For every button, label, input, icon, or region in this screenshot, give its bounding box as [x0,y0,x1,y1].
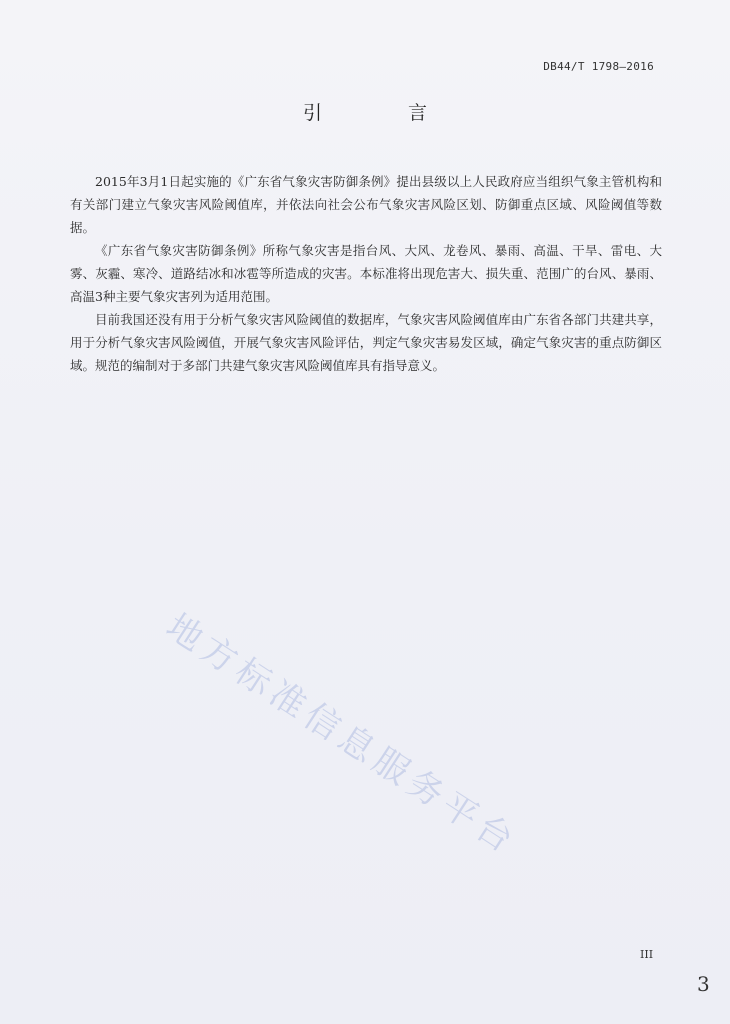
paragraph-2: 《广东省气象灾害防御条例》所称气象灾害是指台风、大风、龙卷风、暴雨、高温、干旱、雷电、大雾、灰霾、寒冷、道路结冰和冰雹等所造成的灾害。本标准将出现危害大、损失重、范围广的台风、暴雨、高温3种主要气象灾害列为适用范围。 [70,243,662,304]
body-text [70,170,662,377]
roman-page-number: III [640,948,654,961]
watermark: 地方标准信息服务平台 [158,606,525,864]
page-number: 3 [697,972,710,996]
paragraph-3: 目前我国还没有用于分析气象灾害风险阈值的数据库，气象灾害风险阈值库由广东省各部门共建共享，用于分析气象灾害风险阈值，开展气象灾害风险评估，判定气象灾害易发区域，确定气象灾害的重点防御区域。规范的编制对于多部门共建气象灾害风险阈值库具有指导意义。 [70,312,662,373]
standard-code: DB44/T 1798—2016 [543,60,654,73]
section-title: 引 言 [302,102,468,124]
paragraph-1: 2015年3月1日起实施的《广东省气象灾害防御条例》提出县级以上人民政府应当组织气象主管机构和有关部门建立气象灾害风险阈值库，并依法向社会公布气象灾害风险区划、防御重点区域、风险阈值等数据。 [70,174,662,235]
